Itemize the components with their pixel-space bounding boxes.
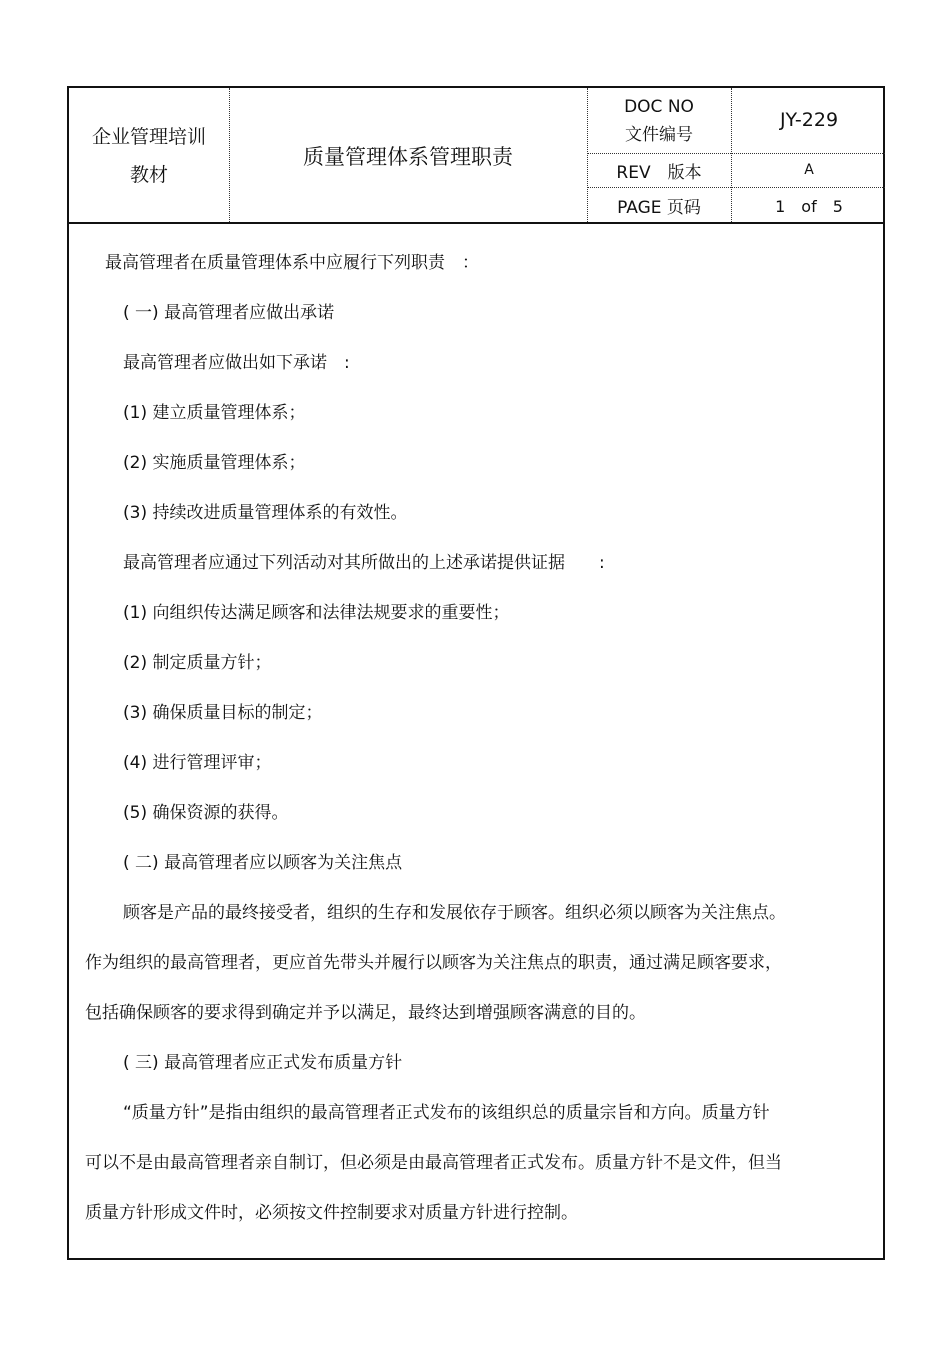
paragraph: 最高管理者在质量管理体系中应履行下列职责 ： xyxy=(105,253,479,273)
paragraph: 最高管理者应通过下列活动对其所做出的上述承诺提供证据 : xyxy=(123,553,605,573)
rev-value: A xyxy=(804,162,814,178)
paragraph: 质量方针形成文件时，必须按文件控制要求对质量方针进行控制。 xyxy=(85,1203,578,1223)
paragraph: 可以不是由最高管理者亲自制订，但必须是由最高管理者正式发布。质量方针不是文件，但当 xyxy=(85,1153,782,1173)
paragraph: 顾客是产品的最终接受者，组织的生存和发展依存于顾客。组织必须以顾客为关注焦点。 xyxy=(123,903,786,923)
paragraph: “质量方针”是指由组织的最高管理者正式发布的该组织总的质量宗旨和方向。质量方针 xyxy=(123,1103,770,1123)
doc-no-label-zh: 文件编号 xyxy=(625,124,693,145)
doc-no-value: JY-229 xyxy=(779,108,839,131)
company-line-1: 企业管理培训 xyxy=(91,126,206,148)
company-name xyxy=(69,88,229,224)
list-item: (1) 建立质量管理体系； xyxy=(123,403,306,423)
list-item: (5) 确保资源的获得。 xyxy=(123,803,289,823)
list-item: (3) 确保质量目标的制定； xyxy=(123,703,323,723)
document-header xyxy=(69,88,883,224)
doc-no-label xyxy=(587,88,731,153)
paragraph: 包括确保顾客的要求得到确定并予以满足，最终达到增强顾客满意的目的。 xyxy=(85,1003,646,1023)
list-item: (2) 实施质量管理体系； xyxy=(123,453,306,473)
section-heading: ( 三) 最高管理者应正式发布质量方针 xyxy=(123,1053,403,1073)
section-heading: ( 二) 最高管理者应以顾客为关注焦点 xyxy=(123,853,403,873)
page-label: PAGE 页码 xyxy=(617,198,701,218)
list-item: (1) 向组织传达满足顾客和法律法规要求的重要性； xyxy=(123,603,510,623)
company-line-2: 教材 xyxy=(129,164,168,186)
doc-no-label-en: DOC NO xyxy=(624,96,694,117)
paragraph: 作为组织的最高管理者，更应首先带头并履行以顾客为关注焦点的职责，通过满足顾客要求， xyxy=(85,953,782,973)
page-number: 1 of 5 xyxy=(775,197,843,216)
list-item: (4) 进行管理评审； xyxy=(123,753,272,773)
rev-label: REV 版本 xyxy=(616,162,702,183)
document-title: 质量管理体系管理职责 xyxy=(303,145,513,169)
paragraph: 最高管理者应做出如下承诺 : xyxy=(123,353,350,373)
list-item: (2) 制定质量方针； xyxy=(123,653,272,673)
document-frame xyxy=(67,86,885,1260)
list-item: (3) 持续改进质量管理体系的有效性。 xyxy=(123,503,408,523)
section-heading: ( 一) 最高管理者应做出承诺 xyxy=(123,303,335,323)
